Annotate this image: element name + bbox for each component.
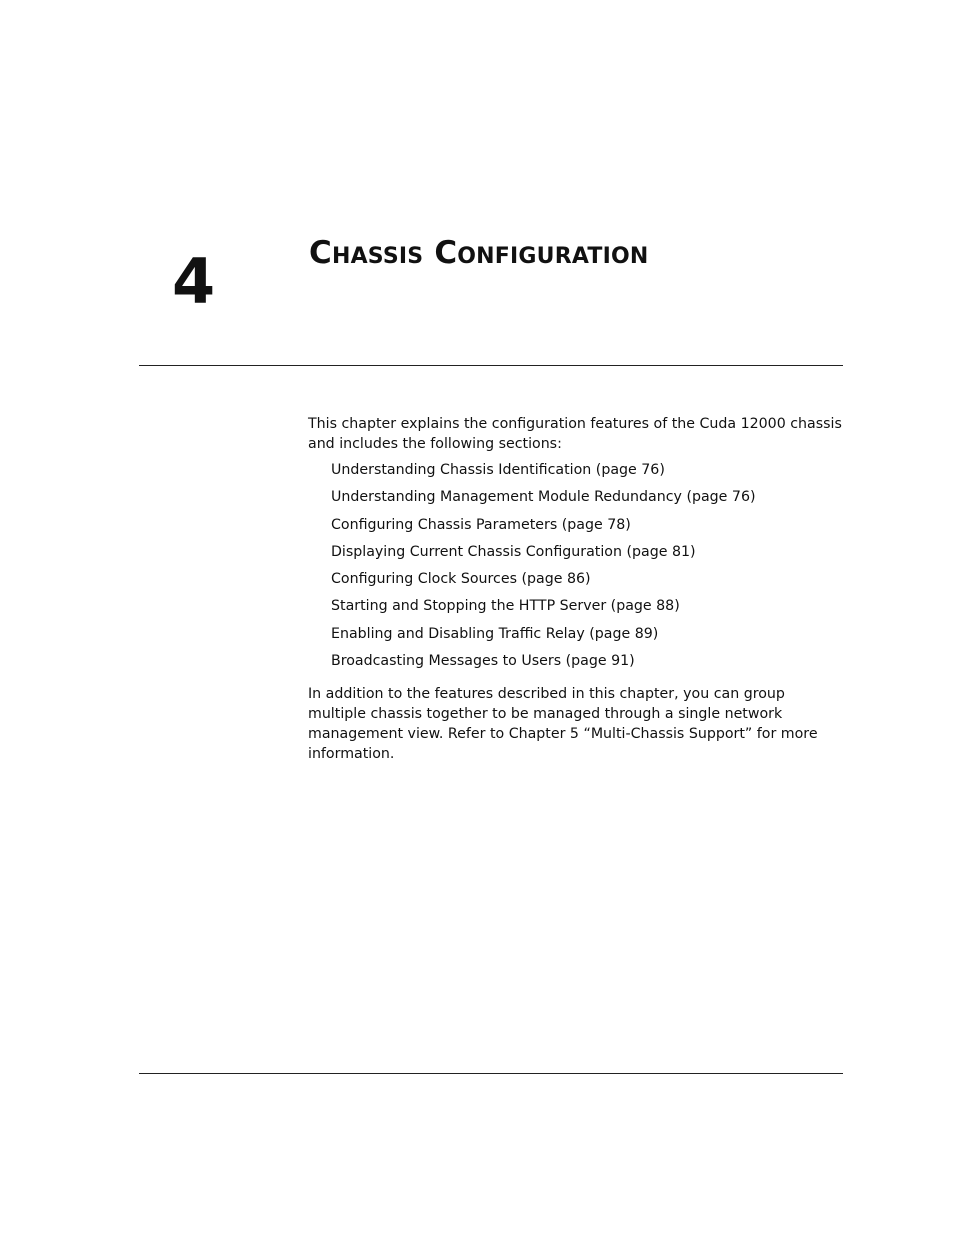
section-list-item: Starting and Stopping the HTTP Server (page 88) <box>331 598 680 615</box>
chapter-number: 4 <box>172 245 216 318</box>
chapter-intro-section <box>308 414 843 764</box>
section-list <box>308 460 843 678</box>
chapter-title: Chassis Configuration <box>309 235 649 271</box>
header-divider <box>139 365 843 366</box>
footer-divider <box>139 1073 843 1074</box>
section-list-item: Configuring Clock Sources (page 86) <box>331 571 591 588</box>
section-list-item: Understanding Management Module Redundancy (page 76) <box>331 489 756 506</box>
intro-paragraph: This chapter explains the configuration features of the Cuda 12000 chassis and includes the following sections: <box>308 416 842 452</box>
section-list-item: Displaying Current Chassis Configuration (page 81) <box>331 543 696 560</box>
section-list-item: Broadcasting Messages to Users (page 91) <box>331 653 635 670</box>
section-list-item: Enabling and Disabling Traffic Relay (page 89) <box>331 625 659 642</box>
section-list-item: Understanding Chassis Identification (page 76) <box>331 462 665 478</box>
closing-paragraph: In addition to the features described in this chapter, you can group multiple chassis together to be managed through a single network management view. Refer to Chapter 5 “Multi-Chassis Support” for more information. <box>308 686 818 763</box>
section-list-item: Configuring Chassis Parameters (page 78) <box>331 516 631 533</box>
